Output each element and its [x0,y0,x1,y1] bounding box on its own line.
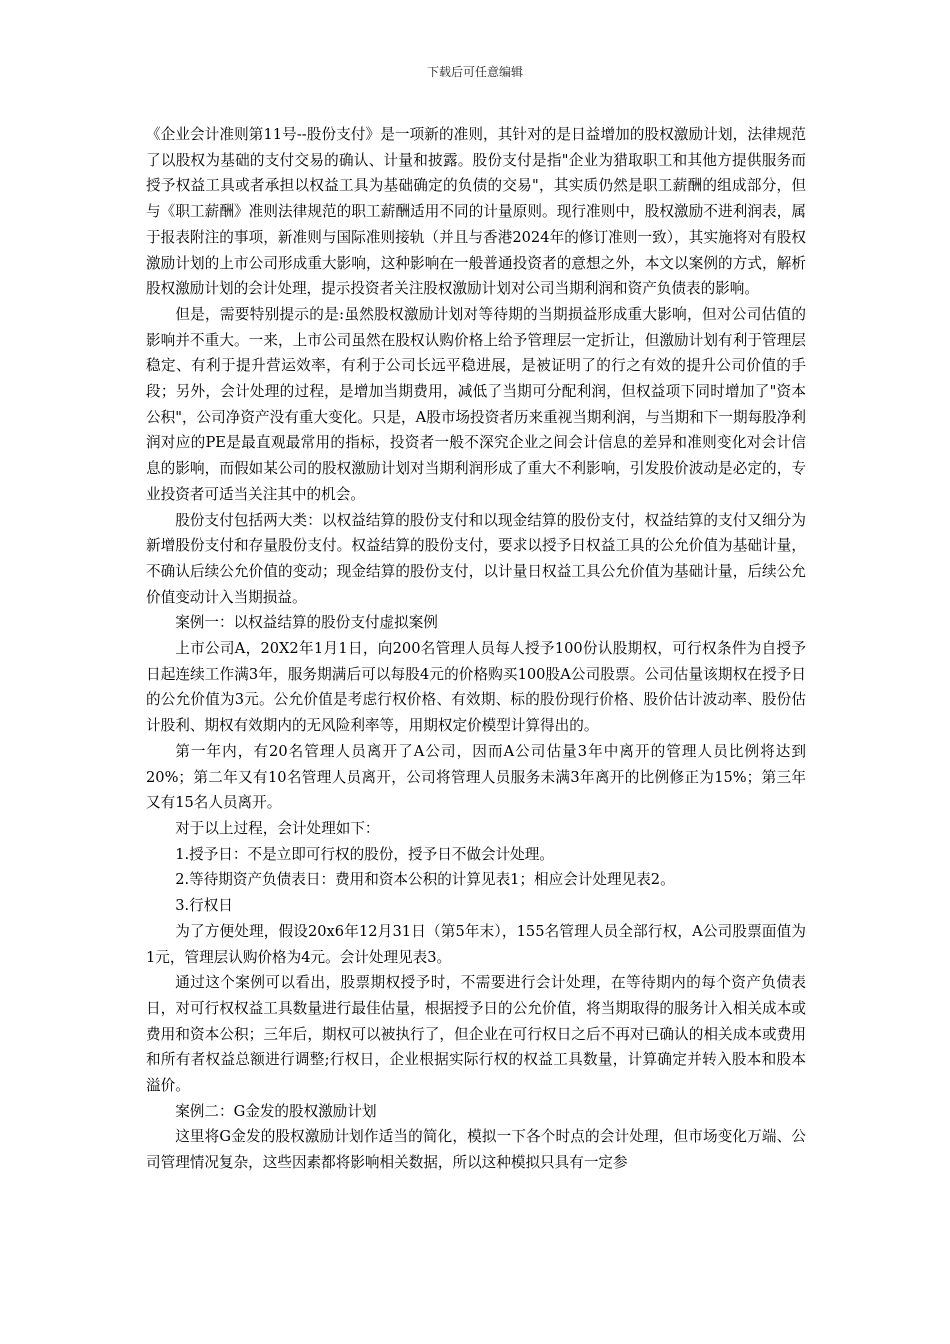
paragraph-case-one-departures: 第一年内，有20名管理人员离开了A公司，因而A公司估量3年中离开的管理人员比例将达到20%；第二年又有10名管理人员离开，公司将管理人员服务未满3年离开的比例修正为15%；第三年又有15名人员离开。 [146,742,806,812]
paragraph-accounting-intro: 对于以上过程，会计处理如下： [175,819,380,837]
paragraph-case-two-intro: 这里将G金发的股权激励计划作适当的简化，模拟一下各个时点的会计处理，但市场变化万端、公司管理情况复杂，这些因素都将影响相关数据，所以这种模拟只具有一定参 [146,1128,806,1172]
document-body [146,122,806,1176]
paragraph-exercise-details: 为了方便处理，假设20x6年12月31日（第5年末），155名管理人员全部行权，A公司股票面值为1元，管理层认购价格为4元。会计处理见表3。 [146,922,806,966]
paragraph-intro: 《企业会计准则第11号--股份支付》是一项新的准则，其针对的是日益增加的股权激励计划，法律规范了以股权为基础的支付交易的确认、计量和披露。股份支付是指"企业为猎取职工和其他方提供服务而授予权益工具或者承担以权益工具为基础确定的负债的交易"，其实质仍然是职工薪酬的组成部分，但与《职工薪酬》准则法律规范的职工薪酬适用不同的计量原则。现行准则中，股权激励不进利润表，属于报表附注的事项，新准则与国际准则接轨（并且与香港2024年的修订准则一致），其实施将对有股权激励计划的上市公司形成重大影响，这种影响在一般普通投资者的意想之外，本文以案例的方式，解析股权激励计划的会计处理，提示投资者关注股权激励计划对公司当期利润和资产负债表的影响。 [146,126,806,298]
paragraph-payment-types: 股份支付包括两大类：以权益结算的股份支付和以现金结算的股份支付，权益结算的支付又细分为新增股份支付和存量股份支付。权益结算的股份支付，要求以授予日权益工具的公允价值为基础计量，不确认后续公允价值的变动；现金结算的股份支付，以计量日权益工具公允价值为基础计量，后续公允价值变动计入当期损益。 [146,511,806,606]
list-item-exercise-date: 3.行权日 [175,897,233,915]
list-item-vesting-period: 2.等待期资产负债表日：费用和资本公积的计算见表1；相应会计处理见表2。 [175,871,675,889]
case-two-heading: 案例二：G金发的股权激励计划 [175,1102,377,1120]
page-header-note: 下载后可任意编辑 [426,65,523,79]
paragraph-case-one-summary: 通过这个案例可以看出，股票期权授予时，不需要进行会计处理，在等待期内的每个资产负债表日，对可行权权益工具数量进行最佳估量，根据授予日的公允价值，将当期取得的服务计入相关成本或费用和资本公积；三年后，期权可以被执行了，但企业在可行权日之后不再对已确认的相关成本或费用和所有者权益总额进行调整;行权日，企业根据实际行权的权益工具数量，计算确定并转入股本和股本溢价。 [146,974,806,1095]
paragraph-case-one-setup: 上市公司A，20X2年1月1日，向200名管理人员每人授予100份认股期权，可行权条件为自授予日起连续工作满3年，服务期满后可以每股4元的价格购买100股A公司股票。公司估量该期权在授予日的公允价值为3元。公允价值是考虑行权价格、有效期、标的股份现行价格、股价估计波动率、股份估计股利、期权有效期内的无风险利率等，用期权定价模型计算得出的。 [146,640,806,735]
paragraph-valuation-note: 但是，需要特别提示的是:虽然股权激励计划对等待期的当期损益形成重大影响，但对公司估值的影响并不重大。一来，上市公司虽然在股权认购价格上给予管理层一定折让，但激励计划有利于管理层稳定、有利于提升营运效率，有利于公司长远平稳进展，是被证明了的行之有效的提升公司价值的手段；另外，会计处理的过程，是增加当期费用，减低了当期可分配利润，但权益项下同时增加了"资本公积"，公司净资产没有重大变化。只是，A股市场投资者历来重视当期利润，与当期和下一期每股净利润对应的PE是最直观最常用的指标，投资者一般不深究企业之间会计信息的差异和准则变化对会计信息的影响，而假如某公司的股权激励计划对当期利润形成了重大不利影响，引发股价波动是必定的，专业投资者可适当关注其中的机会。 [146,305,806,503]
list-item-grant-date: 1.授予日：不是立即可行权的股份，授予日不做会计处理。 [175,845,554,863]
case-one-heading: 案例一：以权益结算的股份支付虚拟案例 [175,614,438,632]
